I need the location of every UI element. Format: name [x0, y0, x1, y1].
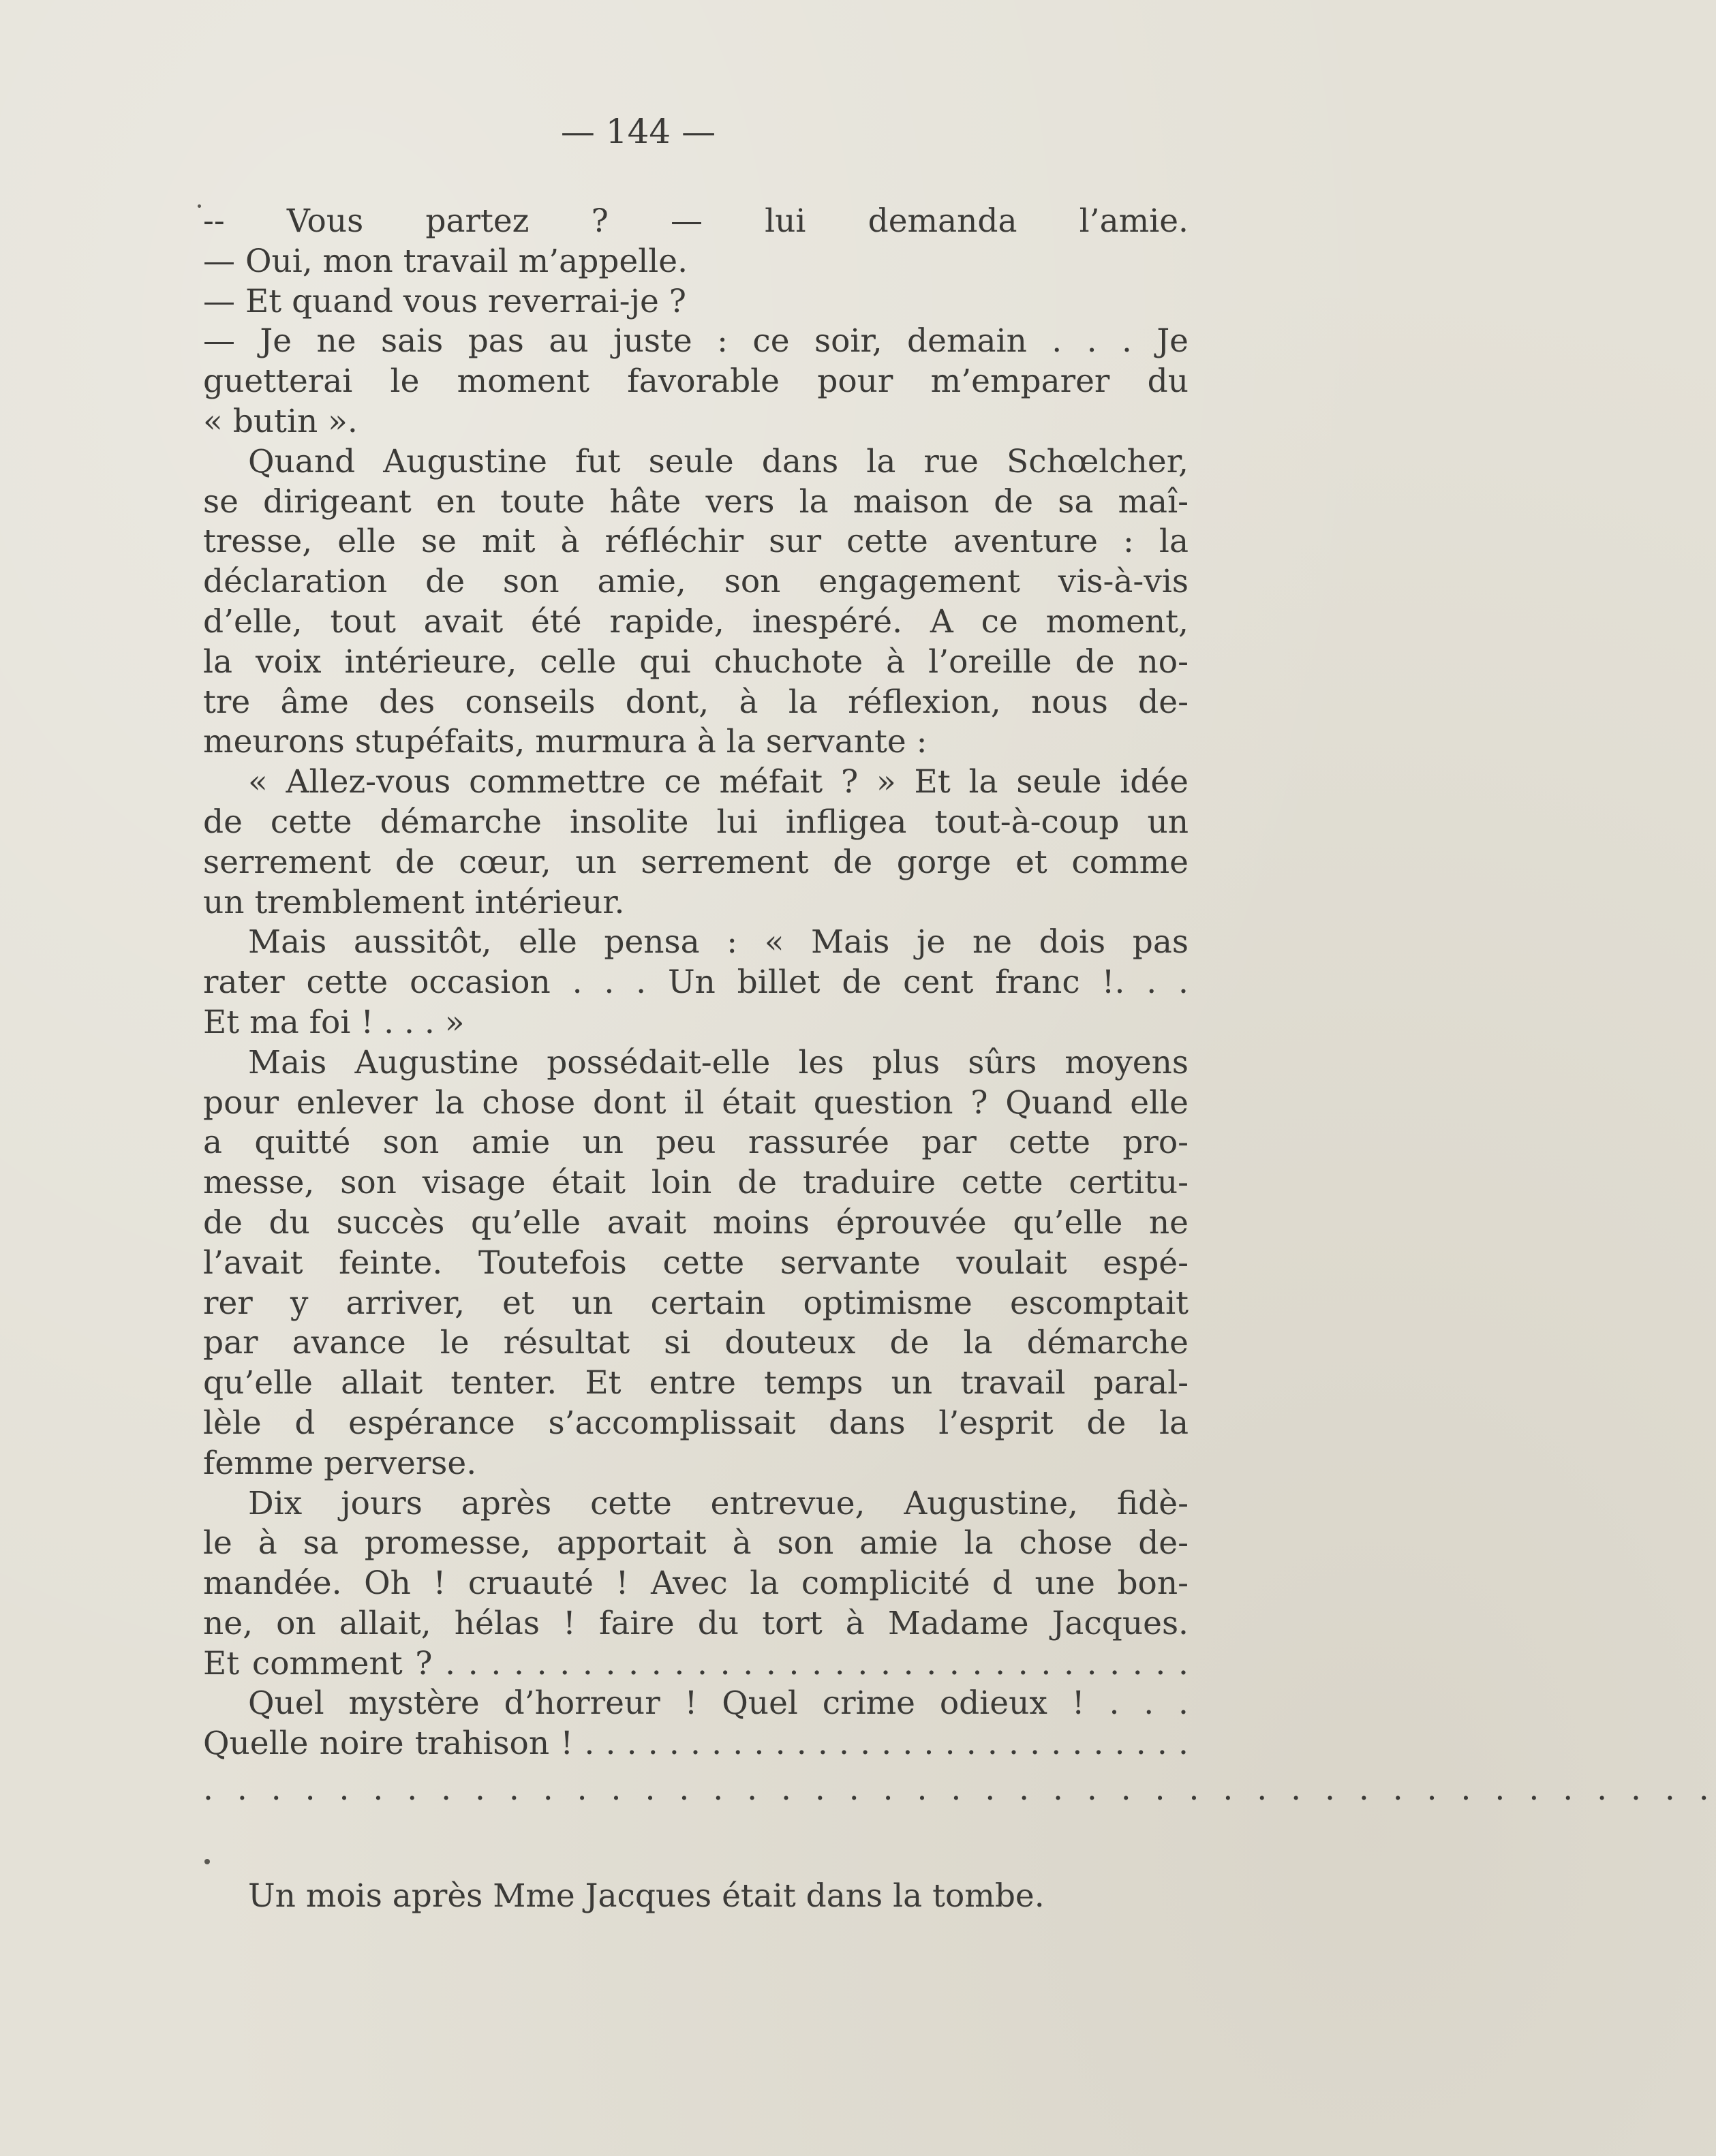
text-line: a quitté son amie un peu rassurée par cette pro- — [203, 1124, 1189, 1162]
text-line: Quand Augustine fut seule dans la rue Schœlcher, — [248, 442, 1189, 480]
ink-speck — [198, 204, 201, 208]
text-line: — Oui, mon travail m’appelle. — [203, 242, 688, 280]
text-line: pour enlever la chose dont il était question ? Quand elle — [203, 1083, 1189, 1122]
text-line: de du succès qu’elle avait moins éprouvée qu’elle ne — [203, 1203, 1189, 1242]
text-line: « Allez-vous commettre ce méfait ? » Et la seule idée — [248, 763, 1189, 801]
text-line: Et comment ? . . . . . . . . . . . . . . . . . . . . . . . . . . . . . . . . . — [203, 1644, 1189, 1682]
text-line: d’elle, tout avait été rapide, inespéré. A ce moment, — [203, 602, 1189, 641]
text-line: Mais aussitôt, elle pensa : « Mais je ne dois pas — [248, 923, 1189, 961]
text-line: le à sa promesse, apportait à son amie la chose de- — [203, 1524, 1189, 1562]
text-line: meurons stupéfaits, murmura à la servante : — [203, 723, 928, 761]
text-line: ne, on allait, hélas ! faire du tort à Madame Jacques. — [203, 1604, 1189, 1642]
closing-line: Un mois après Mme Jacques était dans la tombe. — [248, 1877, 1045, 1915]
text-line: rer y arriver, et un certain optimisme escomptait — [203, 1284, 1189, 1322]
text-line: Quel mystère d’horreur ! Quel crime odieux ! . . . — [248, 1684, 1189, 1723]
text-line: Dix jours après cette entrevue, Augustine, fidè- — [248, 1484, 1189, 1522]
text-line: Et ma foi ! . . . » — [203, 1003, 465, 1041]
text-line: rater cette occasion . . . Un billet de cent franc !. . . — [203, 964, 1189, 1002]
text-line: lèle d espérance s’accomplissait dans l’esprit de la — [203, 1404, 1189, 1442]
page-number: — 144 — — [560, 112, 716, 151]
text-line: se dirigeant en toute hâte vers la maison de sa maî- — [203, 482, 1189, 521]
text-line: « butin ». — [203, 402, 358, 440]
text-line: par avance le résultat si douteux de la démarche — [203, 1324, 1189, 1362]
text-line: -- Vous partez ? — lui demanda l’amie. — [203, 202, 1189, 240]
text-line: — Je ne sais pas au juste : ce soir, demain . . . Je — [203, 322, 1189, 360]
text-line: déclaration de son amie, son engagement vis-à-vis — [203, 563, 1189, 601]
ink-speck — [204, 1859, 210, 1864]
text-line: de cette démarche insolite lui infligea tout-à-coup un — [203, 803, 1189, 841]
text-line: — Et quand vous reverrai-je ? — [203, 282, 686, 320]
text-line: un tremblement intérieur. — [203, 883, 625, 921]
text-line: mandée. Oh ! cruauté ! Avec la complicité d une bon- — [203, 1565, 1189, 1603]
text-line: Mais Augustine possédait-elle les plus sûrs moyens — [248, 1043, 1189, 1081]
body-text — [203, 202, 1716, 1810]
text-line: serrement de cœur, un serrement de gorge et comme — [203, 843, 1189, 881]
text-line: tresse, elle se mit à réfléchir sur cette aventure : la — [203, 523, 1189, 561]
text-line: Quelle noire trahison ! . . . . . . . . . . . . . . . . . . . . . . . . . . . . . — [203, 1725, 1189, 1763]
text-line: tre âme des conseils dont, à la réflexion, nous de- — [203, 683, 1189, 721]
text-line: l’avait feinte. Toutefois cette servante voulait espé- — [203, 1244, 1189, 1282]
dotted-separator: . . . . . . . . . . . . . . . . . . . . . . . . . . . . . . . . . . . . . . . . . . . . . — [203, 1770, 1716, 1808]
text-line: guetterai le moment favorable pour m’emparer du — [203, 363, 1189, 401]
text-line: qu’elle allait tenter. Et entre temps un travail paral- — [203, 1364, 1189, 1402]
text-line: messe, son visage était loin de traduire cette certitu- — [203, 1164, 1189, 1202]
text-line: la voix intérieure, celle qui chuchote à l’oreille de no- — [203, 643, 1189, 681]
text-line: femme perverse. — [203, 1444, 477, 1482]
